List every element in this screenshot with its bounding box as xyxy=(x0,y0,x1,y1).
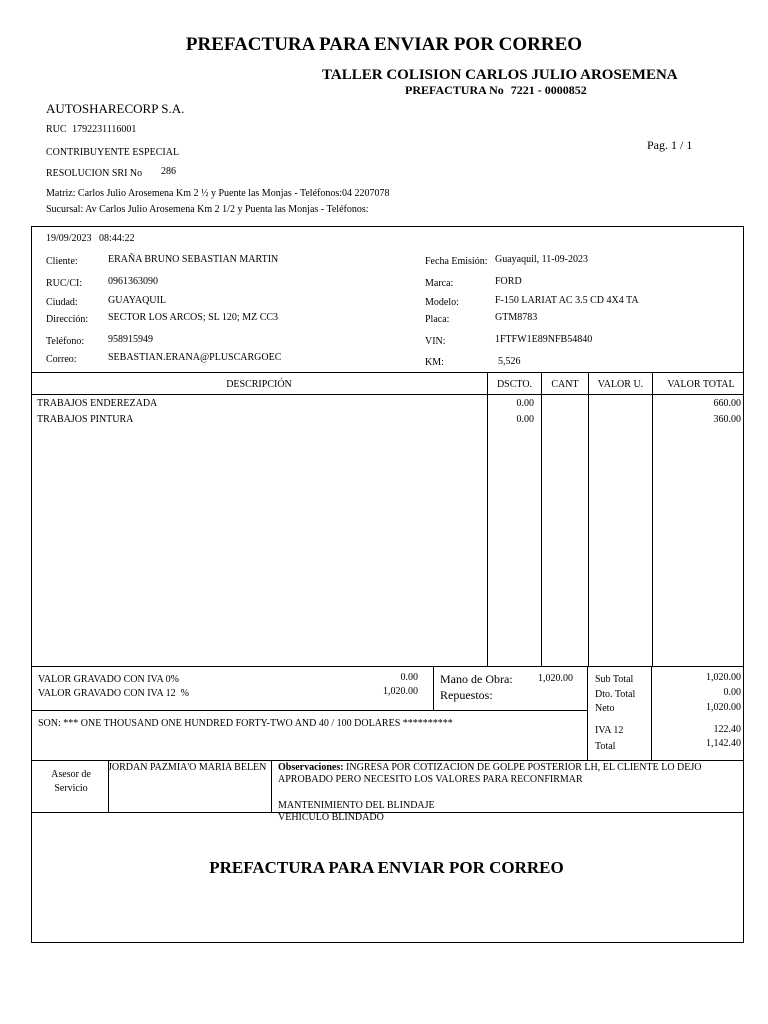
row-total: 360.00 xyxy=(713,414,741,425)
invoice-label: PREFACTURA No xyxy=(405,83,504,97)
subtotal-value: 1,020.00 xyxy=(706,672,741,683)
divider-totals-bottom xyxy=(31,760,744,761)
observations-text: INGRESA POR COTIZACION DE GOLPE POSTERIOR LH, EL CLIENTE LO DEJO APROBADO PERO NECESITO LOS VALORES PARA RECONFIRMAR xyxy=(278,762,702,785)
issue-date-value: Guayaquil, 11-09-2023 xyxy=(495,254,588,265)
email-label: Correo: xyxy=(46,354,77,365)
subtotal-label: Sub Total xyxy=(595,674,634,685)
divider-table-bottom xyxy=(31,666,744,667)
phone-value: 958915949 xyxy=(108,334,153,345)
total-value: 1,142.40 xyxy=(706,738,741,749)
model-value: F-150 LARIAT AC 3.5 CD 4X4 TA xyxy=(495,295,639,306)
totals-divider-1 xyxy=(433,666,434,710)
invoice-number: 7221 - 0000852 xyxy=(510,83,587,97)
col-divider-2 xyxy=(541,372,542,666)
labor-label: Mano de Obra: xyxy=(440,672,513,686)
resolution-value: 286 xyxy=(161,166,176,177)
workshop-name: TALLER COLISION CARLOS JULIO AROSEMENA xyxy=(322,67,678,83)
contributor-type: CONTRIBUYENTE ESPECIAL xyxy=(46,147,180,158)
city-label: Ciudad: xyxy=(46,297,78,308)
plate-value: GTM8783 xyxy=(495,312,538,323)
totals-divider-2 xyxy=(587,666,588,760)
net-label: Neto xyxy=(595,703,615,714)
observations-line-2: VEHICULO BLINDADO xyxy=(278,812,384,823)
company-ruc xyxy=(46,124,136,135)
iva12-label: VALOR GRAVADO CON IVA 12 % xyxy=(38,688,189,699)
iva0-label: VALOR GRAVADO CON IVA 0% xyxy=(38,674,179,685)
phone-label: Teléfono: xyxy=(46,336,85,347)
page-number: Pag. 1 / 1 xyxy=(647,138,693,152)
totals-divider-3 xyxy=(651,666,652,760)
ruc-value: 0961363090 xyxy=(108,276,158,287)
company-ruc-value: 1792231116001 xyxy=(72,124,137,135)
discount-total-label: Dto. Total xyxy=(595,689,636,700)
advisor-name: JORDAN PAZMIA'O MARIA BELEN xyxy=(108,762,267,773)
divider-table-head xyxy=(31,394,744,395)
advisor-divider-2 xyxy=(271,760,272,812)
col-divider-3 xyxy=(588,372,589,666)
iva12-value: 1,020.00 xyxy=(383,686,418,697)
branch-address: Sucursal: Av Carlos Julio Arosemena Km 2 1/2 y Puenta las Monjas - Teléfonos: xyxy=(46,204,369,215)
column-header-total-value: VALOR TOTAL xyxy=(667,379,735,390)
divider-advisor-bottom xyxy=(31,812,744,813)
brand-value: FORD xyxy=(495,276,522,287)
observations-label: Observaciones: xyxy=(278,762,344,773)
column-header-description: DESCRIPCIÓN xyxy=(226,379,292,390)
row-description: TRABAJOS ENDEREZADA xyxy=(37,398,158,409)
advisor-label: Asesor de Servicio xyxy=(51,769,91,794)
print-datetime: 19/09/2023 08:44:22 xyxy=(46,233,135,244)
invoice-number-line xyxy=(405,83,587,98)
column-header-discount: DSCTO. xyxy=(496,379,533,390)
km-label: KM: xyxy=(425,357,444,368)
column-header-unit-value: VALOR U. xyxy=(597,379,644,390)
discount-total-value: 0.00 xyxy=(723,687,741,698)
footer-title: PREFACTURA PARA ENVIAR POR CORREO xyxy=(209,858,564,877)
address-value: SECTOR LOS ARCOS; SL 120; MZ CC3 xyxy=(108,312,279,323)
client-label: Cliente: xyxy=(46,256,78,267)
address-label: Dirección: xyxy=(46,314,89,325)
vin-label: VIN: xyxy=(425,336,446,347)
parts-label: Repuestos: xyxy=(440,688,493,702)
divider-son-top xyxy=(31,710,587,711)
vin-value: 1FTFW1E89NFB54840 xyxy=(495,334,593,345)
total-label: Total xyxy=(595,741,616,752)
brand-label: Marca: xyxy=(425,278,454,289)
row-discount: 0.00 xyxy=(516,398,534,409)
email-value: SEBASTIAN.ERANA@PLUSCARGOEC xyxy=(108,352,282,363)
observations-block xyxy=(278,762,718,786)
iva-value: 122.40 xyxy=(713,724,741,735)
ruc-label: RUC/CI: xyxy=(46,278,83,289)
model-label: Modelo: xyxy=(425,297,459,308)
column-header-quantity: CANT xyxy=(551,379,579,390)
city-value: GUAYAQUIL xyxy=(108,295,166,306)
plate-label: Placa: xyxy=(425,314,450,325)
net-value: 1,020.00 xyxy=(706,702,741,713)
resolution-label: RESOLUCION SRI No xyxy=(46,168,143,179)
matrix-address: Matriz: Carlos Julio Arosemena Km 2 ½ y Puente las Monjas - Teléfonos:04 2207078 xyxy=(46,188,390,199)
client-value: ERAÑA BRUNO SEBASTIAN MARTIN xyxy=(108,254,279,265)
divider-header-bottom xyxy=(31,372,744,373)
iva0-value: 0.00 xyxy=(400,672,418,683)
observations-line-1: MANTENIMIENTO DEL BLINDAJE xyxy=(278,800,435,811)
km-value: 5,526 xyxy=(498,356,521,367)
row-discount: 0.00 xyxy=(516,414,534,425)
amount-in-words: SON: *** ONE THOUSAND ONE HUNDRED FORTY-TWO AND 40 / 100 DOLARES ********** xyxy=(38,718,453,729)
company-name: AUTOSHARECORP S.A. xyxy=(46,101,185,116)
company-ruc-label: RUC xyxy=(46,124,67,135)
iva-label: IVA 12 xyxy=(595,725,624,736)
document-title: PREFACTURA PARA ENVIAR POR CORREO xyxy=(185,34,583,55)
labor-value: 1,020.00 xyxy=(538,673,573,684)
row-total: 660.00 xyxy=(713,398,741,409)
row-description: TRABAJOS PINTURA xyxy=(37,414,134,425)
issue-date-label: Fecha Emisión: xyxy=(425,256,488,267)
